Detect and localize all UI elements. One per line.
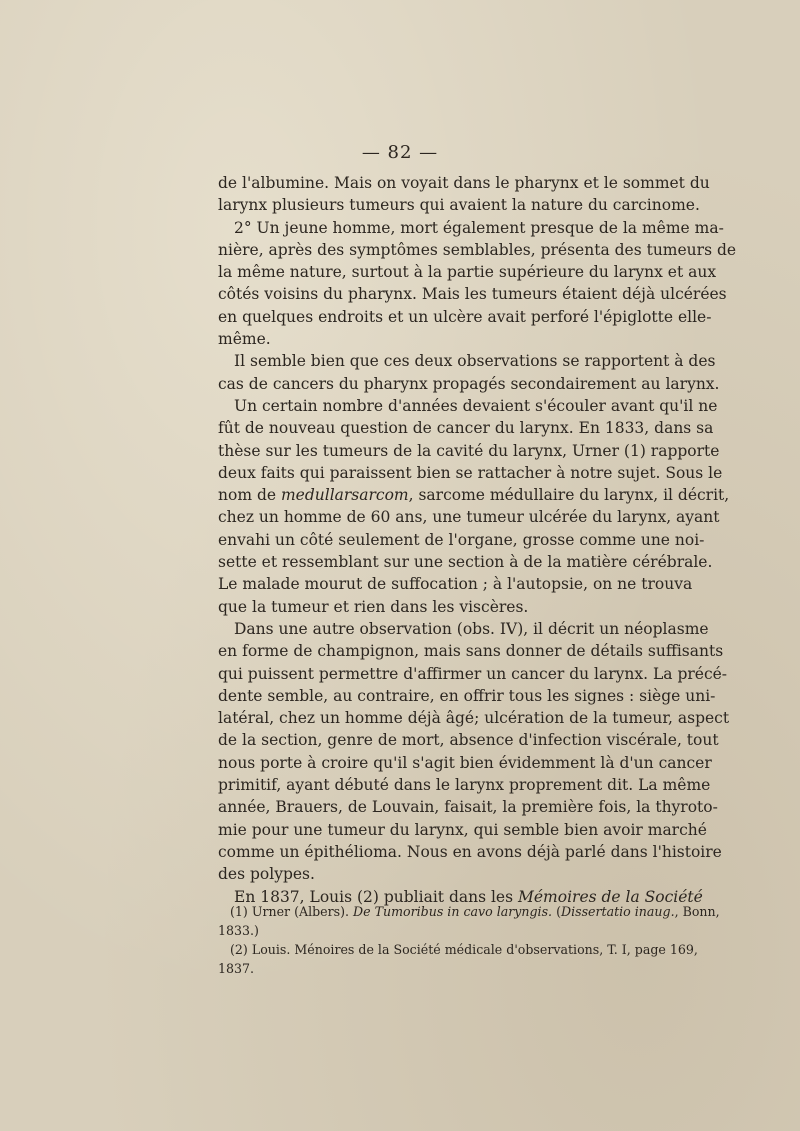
text-line: primitif, ayant débuté dans le larynx proprement dit. La même xyxy=(218,776,711,795)
text-line: envahi un côté seulement de l'organe, grosse comme une noi- xyxy=(218,530,705,549)
text-line: mie pour une tumeur du larynx, qui semble bien avoir marché xyxy=(218,820,707,839)
text-line: Dans une autre observation (obs. IV), il décrit un néoplasme xyxy=(234,619,709,638)
footnote-line: 1837. xyxy=(218,961,255,976)
italic-term: medullarsarcom xyxy=(280,486,409,505)
text-line: latéral, chez un homme déjà âgé; ulcération de la tumeur, aspect xyxy=(218,709,730,728)
text-line: nous porte à croire qu'il s'agit bien évidemment là d'un cancer xyxy=(218,753,712,772)
footnote-line: 1833.) xyxy=(218,923,259,938)
text-line: des polypes. xyxy=(218,865,315,884)
text-line: Il semble bien que ces deux observations se rapportent à des xyxy=(234,352,716,371)
text-line: thèse sur les tumeurs de la cavité du larynx, Urner (1) rapporte xyxy=(218,441,720,460)
footnote-line: (1) Urner (Albers). De Tumoribus in cavo laryngis. (Dissertatio inaug., Bonn, xyxy=(230,904,720,919)
footnotes xyxy=(218,902,720,978)
text-line-with-italic: nom de medullarsarcom, sarcome médullaire du larynx, il décrit, xyxy=(218,486,730,505)
text-line: 2° Un jeune homme, mort également presque de la même ma- xyxy=(234,218,724,237)
text-line: Un certain nombre d'années devaient s'écouler avant qu'il ne xyxy=(234,396,718,415)
text-line: deux faits qui paraissent bien se rattacher à notre sujet. Sous le xyxy=(218,463,723,482)
text-line: comme un épithélioma. Nous en avons déjà parlé dans l'histoire xyxy=(218,842,722,861)
text-line: sette et ressemblant sur une section à de la matière cérébrale. xyxy=(218,553,713,572)
text-line: chez un homme de 60 ans, une tumeur ulcérée du larynx, ayant xyxy=(218,508,720,527)
text-line: année, Brauers, de Louvain, faisait, la première fois, la thyroto- xyxy=(218,798,718,817)
page-number: — 82 — xyxy=(361,142,439,163)
text-line: de la section, genre de mort, absence d'infection viscérale, tout xyxy=(218,731,719,750)
text-line: cas de cancers du pharynx propagés secondairement au larynx. xyxy=(218,374,720,393)
text-line: la même nature, surtout à la partie supérieure du larynx et aux xyxy=(218,263,717,282)
text-line: Le malade mourut de suffocation ; à l'autopsie, on ne trouva xyxy=(218,575,693,594)
text-line: dente semble, au contraire, en offrir tous les signes : siège uni- xyxy=(218,686,716,705)
text-line: nière, après des symptômes semblables, présenta des tumeurs de xyxy=(218,240,737,259)
text-line: côtés voisins du pharynx. Mais les tumeurs étaient déjà ulcérées xyxy=(218,285,727,304)
text-line: même. xyxy=(218,330,271,349)
body-text xyxy=(218,172,737,908)
text-line: qui puissent permettre d'affirmer un cancer du larynx. La précé- xyxy=(218,664,728,683)
text-line: fût de nouveau question de cancer du larynx. En 1833, dans sa xyxy=(218,419,714,438)
text-line: larynx plusieurs tumeurs qui avaient la nature du carcinome. xyxy=(218,196,700,215)
text-line: en quelques endroits et un ulcère avait perforé l'épiglotte elle- xyxy=(218,307,712,326)
text-line: en forme de champignon, mais sans donner de détails suffisants xyxy=(218,642,724,661)
footnote-line: (2) Louis. Ménoires de la Société médicale d'observations, T. I, page 169, xyxy=(230,942,698,957)
text-line-with-italic: En 1837, Louis (2) publiait dans les Mémoires de la Société xyxy=(234,887,703,906)
text-line: que la tumeur et rien dans les viscères. xyxy=(218,597,529,616)
text-line: de l'albumine. Mais on voyait dans le pharynx et le sommet du xyxy=(218,174,710,192)
italic-title: Mémoires de la Société xyxy=(518,887,703,906)
